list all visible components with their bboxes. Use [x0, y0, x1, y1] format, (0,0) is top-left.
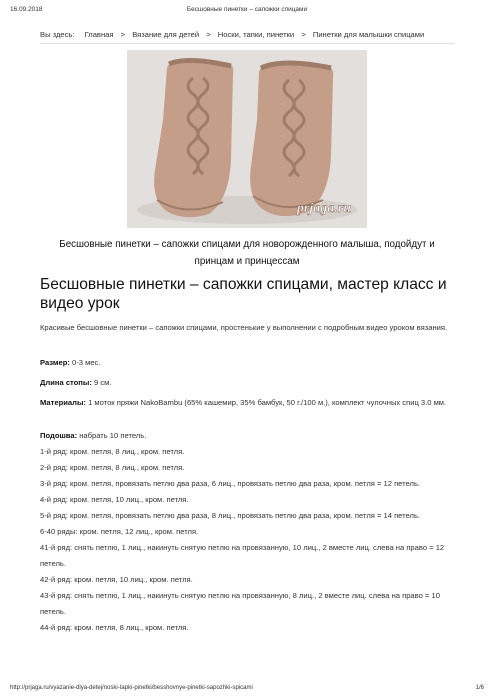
- row-instruction: 2-й ряд: кром. петля, 8 лиц., кром. петля.: [40, 463, 185, 472]
- breadcrumb: [40, 30, 454, 39]
- spec-size-value: 0-3 мес.: [69, 358, 101, 367]
- breadcrumb-item-kids[interactable]: Вязание для детей: [132, 30, 200, 39]
- breadcrumb-separator: >: [120, 30, 126, 39]
- breadcrumb-label: Вы здесь:: [40, 30, 75, 39]
- row-instruction: 1-й ряд: кром. петля, 8 лиц., кром. петля.: [40, 447, 185, 456]
- print-title: Бесшовные пинетки – сапожки спицами: [186, 6, 308, 13]
- sole-value: набрать 10 петель.: [77, 431, 147, 440]
- print-footer: [10, 685, 484, 695]
- row-instruction: 42-й ряд: кром. петля, 10 лиц., кром. петля.: [40, 575, 193, 584]
- spec-length-value: 9 см.: [91, 378, 112, 387]
- spec-length-label: Длина стопы:: [40, 378, 92, 387]
- photo-caption: Бесшовные пинетки – сапожки спицами для новорожденного малыша, подойдут и принцам и принцессам: [59, 239, 435, 267]
- breadcrumb-separator: >: [206, 30, 211, 39]
- row-instruction: 4-й ряд: кром. петля, 10 лиц., кром. петля.: [40, 495, 189, 504]
- row-instruction: 5-й ряд: кром. петля, провязать петлю два раза, 8 лиц., провязать петлю два раза, кром. петля = 14 петель.: [40, 511, 421, 520]
- booties-photo: [127, 50, 367, 228]
- left-bootie: [154, 60, 233, 217]
- spec-size-label: Размер:: [40, 358, 70, 367]
- sole-label: Подошва:: [40, 431, 78, 440]
- knitting-rows: [40, 428, 454, 636]
- right-bootie: [250, 62, 333, 216]
- sole-heading: [40, 428, 454, 444]
- print-header: [10, 6, 484, 18]
- print-date: 16.09.2018: [10, 6, 43, 13]
- article-title: Бесшовные пинетки – сапожки спицами, мастер класс и видео урок: [40, 276, 447, 312]
- article-intro: Красивые бесшовные пинетки – сапожки спицами, простенькие у выполнении с подробным видео уроком вязания.: [40, 323, 448, 332]
- breadcrumb-item-current[interactable]: Пинетки для малышки спицами: [312, 30, 425, 39]
- breadcrumb-separator: >: [301, 30, 306, 39]
- breadcrumb-divider: [40, 43, 454, 44]
- print-url: http://prjaga.ru/vyazanie-dlya-detej/noski-tapki-pinetki/besshovnye-pinetki-sapozhki-spicami: [10, 685, 253, 691]
- spec-size: [40, 355, 454, 371]
- breadcrumb-item-socks[interactable]: Носки, тапки, пинетки: [217, 30, 295, 39]
- row-instruction: 6-40 ряды: кром. петля, 12 лиц., кром. петля.: [40, 527, 199, 536]
- spec-materials-label: Материалы:: [40, 398, 86, 407]
- spec-materials: [40, 395, 454, 411]
- row-instruction: 3-й ряд: кром. петля, провязать петлю два раза, 6 лиц., провязать петлю два раза, кром. петля = 12 петель.: [40, 479, 421, 488]
- specs-block: [40, 355, 454, 415]
- spec-length: [40, 375, 454, 391]
- row-instruction: 43-й ряд: снять петлю, 1 лиц., накинуть снятую петлю на провязанную, 8 лиц., 2 вместе лиц. слева на право = 10 петель.: [40, 591, 440, 616]
- booties-illustration: [127, 50, 367, 228]
- row-instruction: 41-й ряд: снять петлю, 1 лиц., накинуть снятую петлю на провязанную, 10 лиц., 2 вместе лиц. слева на право = 12 петель.: [40, 543, 445, 568]
- breadcrumb-item-home[interactable]: Главная: [84, 30, 114, 39]
- row-instruction: 44-й ряд: кром. петля, 8 лиц., кром. петля.: [40, 623, 189, 632]
- photo-watermark: prjaga.ru: [296, 201, 351, 216]
- page-number: 1/6: [475, 685, 484, 691]
- spec-materials-value: 1 моток пряжи NakoBambu (65% кашемир, 35% бамбук, 50 г./100 м.), комплект чулочных спиц 3.0 мм.: [85, 398, 447, 407]
